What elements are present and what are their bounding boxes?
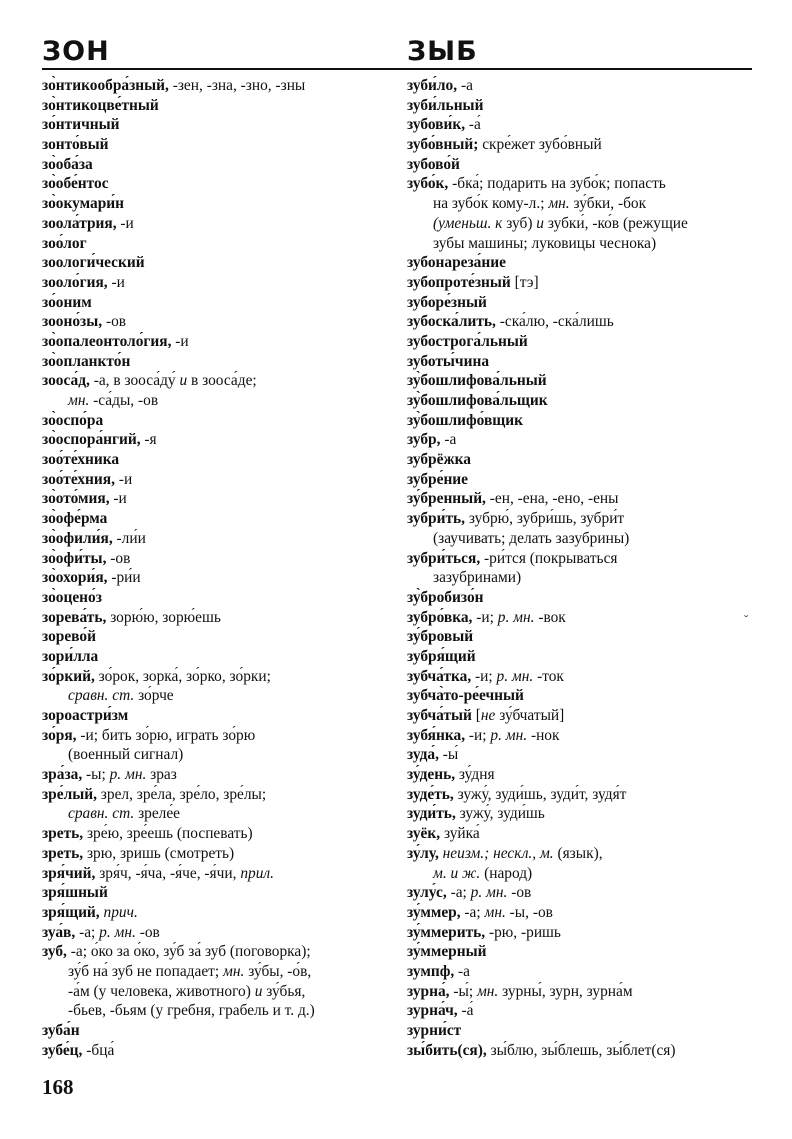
dictionary-entry (407, 608, 752, 628)
headword: зумпф, (407, 962, 455, 980)
dictionary-entry (42, 706, 397, 726)
grammar-label: р. мн. (496, 667, 534, 685)
dictionary-entry (42, 332, 397, 352)
entry-text: в зооса́де; (187, 372, 257, 390)
headword: зуботы́чина (407, 352, 490, 370)
dictionary-entry (407, 96, 752, 116)
entry-continuation (407, 864, 752, 884)
headword: зороастри́зм (42, 707, 129, 724)
headword: зори́лла (42, 647, 99, 665)
header-rule (42, 68, 752, 70)
dictionary-entry (407, 509, 752, 529)
dictionary-entry (42, 293, 397, 313)
headword: зо̀оба́за (42, 155, 93, 173)
entry-text: зо́рче (134, 687, 174, 705)
dictionary-entry (407, 883, 752, 903)
headword: зо́ркий, (42, 667, 95, 685)
dictionary-entry (42, 824, 397, 844)
dictionary-entry (42, 923, 397, 943)
entry-text: зреле́е (134, 805, 181, 823)
entry-text: [тэ] (510, 273, 539, 291)
dictionary-entry (42, 509, 397, 529)
stray-mark: ˬ (744, 602, 749, 617)
headword: зу̀бошлифо́вщик (407, 411, 524, 429)
dictionary-entry (42, 726, 397, 746)
headword: зубя́нка, (407, 726, 466, 744)
entry-text: зу́дня (455, 766, 495, 784)
grammar-label: м. и ж. (433, 864, 481, 882)
page-number: 168 (42, 1075, 74, 1099)
dictionary-entry (42, 785, 397, 805)
headword: зурни́ст (407, 1022, 462, 1039)
entry-text: -а; о́ко за о́ко, зу́б за́ зуб (поговорка); (66, 943, 311, 961)
entry-text: -а, в зооса́ду́ (89, 372, 180, 390)
running-head-right: ЗЫБ (407, 36, 478, 67)
headword: зубря́щий (407, 647, 476, 665)
entry-text: скре́жет зубо́вный (478, 136, 602, 154)
entry-text: зраз (146, 766, 177, 784)
dictionary-entry (407, 115, 752, 135)
entry-text: -и; (472, 608, 498, 626)
entry-text: зря́ч, -я́ча, -я́че, -я́чи, (95, 864, 241, 882)
headword: зоологи́ческий (42, 254, 145, 272)
dictionary-entry (407, 155, 752, 175)
entry-text: [ (471, 707, 481, 724)
dictionary-entry (42, 312, 397, 332)
entry-text: зубы машины; луковицы чеснока) (433, 234, 657, 252)
headword: зооло́гия, (42, 273, 108, 291)
headword: зурна́, (407, 982, 450, 1000)
headword: зо̀оспо́ра (42, 411, 104, 429)
dictionary-entry (42, 489, 397, 509)
headword: зо̀офили́я, (42, 529, 113, 547)
dictionary-entry (42, 470, 397, 490)
dictionary-entry (407, 942, 752, 962)
headword: зреть, (42, 825, 84, 843)
entry-continuation (407, 194, 752, 214)
dictionary-entry (42, 135, 397, 155)
grammar-label: сравн. ст. (68, 805, 135, 823)
headword: зу́бренный, (407, 490, 486, 508)
dictionary-entry (42, 234, 397, 254)
entry-continuation (42, 982, 397, 1002)
entry-text: зу́бчатый] (495, 707, 565, 724)
entry-text: -ов (507, 884, 532, 902)
dictionary-entry (42, 194, 397, 214)
headword: зоо́те́хника (42, 451, 120, 469)
headword: зо̀ото́мия, (42, 490, 110, 508)
entry-text: -и (171, 332, 189, 350)
dictionary-entry (407, 371, 752, 391)
entry-text: -а; (446, 884, 471, 902)
dictionary-entry (407, 332, 752, 352)
dictionary-entry (407, 135, 752, 155)
dictionary-entry (407, 174, 752, 194)
headword: зу́день, (407, 766, 456, 784)
headword: зу́ммерный (407, 943, 487, 961)
headword: зря́щий, (42, 903, 100, 921)
entry-text: -ы́; (449, 982, 477, 1000)
headword: зуб, (42, 943, 67, 961)
headword: зо̀обе́нтос (42, 175, 109, 193)
entry-text: -бка́; подарить на зубо́к; попасть (448, 175, 666, 193)
entry-text: -рю, -ришь (485, 923, 561, 941)
dictionary-entry (42, 253, 397, 273)
entry-text: -бца́ (82, 1041, 115, 1059)
headword: зорева́ть, (42, 608, 107, 626)
entry-text: -ы́ (438, 746, 459, 764)
headword: зо̀оспора́нгий, (42, 431, 141, 449)
entry-text: зужу́, зуди́шь (455, 805, 545, 823)
entry-text: -ов (102, 313, 127, 331)
entry-text: зубки́, -ко́в (режущие (544, 214, 688, 232)
entry-text: -а́ (457, 1002, 474, 1020)
dictionary-entry (407, 450, 752, 470)
headword: зреть, (42, 844, 84, 862)
dictionary-entry (407, 411, 752, 431)
headword: зоо́те́хния, (42, 470, 115, 488)
grammar-label: и (254, 982, 263, 1000)
dictionary-entry (407, 489, 752, 509)
dictionary-entry (42, 883, 397, 903)
headword: зубча̀то-ре́ечный (407, 687, 524, 705)
dictionary-entry (407, 293, 752, 313)
entry-text: -я (140, 431, 157, 449)
entry-continuation (42, 391, 397, 411)
headword: зо̀опланкто́н (42, 352, 131, 370)
headword: зоо́лог (42, 234, 87, 252)
dictionary-entry (407, 1041, 752, 1061)
dictionary-entry (407, 391, 752, 411)
entry-text: -ы, -ов (505, 903, 553, 921)
headword: зубопроте́зный (407, 273, 511, 291)
dictionary-entry (407, 627, 752, 647)
headword: зуби́ло, (407, 77, 458, 94)
dictionary-entry (407, 765, 752, 785)
grammar-label: не (480, 707, 496, 724)
entry-text: (народ) (480, 864, 533, 882)
entry-text: -и; (471, 667, 497, 685)
headword: зо̀офе́рма (42, 510, 108, 528)
dictionary-entry (407, 686, 752, 706)
entry-text: -ов (135, 923, 160, 941)
headword: зы́бить(ся), (407, 1041, 487, 1059)
dictionary-entry (42, 214, 397, 234)
headword: зонто́вый (42, 136, 109, 154)
entry-text: зу́бья, (262, 982, 306, 1000)
dictionary-entry (407, 706, 752, 726)
headword: зуа́в, (42, 923, 76, 941)
headword: зоола́трия, (42, 214, 117, 232)
dictionary-entry (42, 450, 397, 470)
headword: зуборе́зный (407, 293, 487, 311)
grammar-label: (уменьш. к (433, 214, 503, 232)
grammar-label: р. мн. (490, 726, 528, 744)
entry-text: зрю, зришь (смотреть) (83, 844, 235, 862)
entry-text: -а (454, 962, 471, 980)
dictionary-entry (407, 844, 752, 864)
entry-continuation (407, 529, 752, 549)
dictionary-entry (42, 942, 397, 962)
entry-continuation (42, 686, 397, 706)
dictionary-entry (407, 726, 752, 746)
entry-text: -ток (533, 667, 564, 685)
entry-text: -ри́и (107, 569, 141, 587)
headword: зуби́льный (407, 96, 484, 114)
dictionary-entry (42, 647, 397, 667)
dictionary-entry (42, 430, 397, 450)
entry-text: -а́ (465, 116, 481, 134)
dictionary-entry (407, 804, 752, 824)
dictionary-entry (42, 864, 397, 884)
dictionary-entry (407, 312, 752, 332)
dictionary-entry (407, 647, 752, 667)
entry-text: зрел, зре́ла, зре́ло, зре́лы; (96, 785, 267, 803)
headword: зурна́ч, (407, 1002, 458, 1020)
entry-text: зужу́, зуди́шь, зуди́т, зудя́т (453, 785, 627, 803)
dictionary-entry (42, 667, 397, 687)
entry-text: зре́ю, зре́ешь (поспевать) (83, 825, 253, 843)
entry-continuation (407, 234, 752, 254)
headword: зубри́ться, (407, 549, 481, 567)
entry-text: зуйка́ (440, 825, 480, 843)
grammar-label: неизм.; нескл., м. (442, 844, 554, 862)
grammar-label: мн. (68, 392, 90, 409)
grammar-label: мн. (548, 195, 570, 213)
headword: зо̀нтикоцве́тный (42, 96, 159, 114)
headword: зу́лу, (407, 844, 439, 862)
dictionary-entry (407, 253, 752, 273)
grammar-label: р. мн. (470, 884, 508, 902)
dictionary-entry (42, 627, 397, 647)
headword: зо̀окумари́н (42, 195, 124, 213)
entry-text: -а (440, 431, 457, 449)
dictionary-entry (42, 115, 397, 135)
entry-text: -нок (527, 726, 560, 744)
dictionary-entry (407, 824, 752, 844)
grammar-label: мн. (476, 982, 499, 1000)
entry-continuation (42, 745, 397, 765)
grammar-label: и (179, 372, 188, 390)
dictionary-entry (407, 273, 752, 293)
dictionary-entry (42, 844, 397, 864)
headword: зо̀опалеонтоло́гия, (42, 332, 172, 350)
headword: зу́бровый (407, 628, 474, 646)
entry-text: -зен, -зна, -зно, -зны (168, 77, 306, 94)
grammar-label: сравн. ст. (68, 687, 135, 705)
entry-text: -ы; (82, 766, 110, 784)
headword: зо̀охори́я, (42, 569, 108, 587)
dictionary-entry (407, 1001, 752, 1021)
dictionary-entry (42, 96, 397, 116)
entry-text: -а; (75, 923, 100, 941)
grammar-label: прич. (103, 903, 138, 921)
headword: зу̀бробизо́н (407, 588, 484, 606)
entry-text: зу́б на́ зуб не попадает; (68, 962, 224, 980)
headword: зо́ря, (42, 726, 77, 744)
headword: зубча́тка, (407, 667, 472, 685)
dictionary-entry (42, 588, 397, 608)
dictionary-entry (42, 765, 397, 785)
headword: зо́нтичный (42, 116, 120, 134)
headword: зра́за, (42, 766, 83, 784)
dictionary-entry (42, 411, 397, 431)
entry-continuation (42, 804, 397, 824)
headword: зооса́д, (42, 372, 90, 390)
grammar-label: р. мн. (497, 608, 535, 626)
headword: зу́ммерить, (407, 923, 486, 941)
grammar-label: прил. (240, 864, 274, 882)
entry-continuation (42, 1001, 397, 1021)
dictionary-entry (42, 608, 397, 628)
headword: зооно́зы, (42, 313, 103, 331)
entry-text: -ли́и (112, 529, 146, 547)
dictionary-entry (42, 174, 397, 194)
entry-continuation (42, 962, 397, 982)
entry-text: -а (457, 77, 473, 94)
dictionary-entry (407, 352, 752, 372)
entry-continuation (407, 214, 752, 234)
dictionary-entry (42, 155, 397, 175)
dictionary-entry (407, 785, 752, 805)
grammar-label: р. мн. (109, 766, 147, 784)
dictionary-entry (407, 667, 752, 687)
headword: зо̀офи́ты, (42, 549, 107, 567)
entry-text: -и (107, 273, 125, 291)
dictionary-entry (42, 1041, 397, 1061)
dictionary-entry (407, 1021, 752, 1041)
entry-text: (язык), (553, 844, 603, 862)
headword: зу́ммер, (407, 903, 461, 921)
dictionary-entry (407, 962, 752, 982)
headword: зре́лый, (42, 785, 97, 803)
grammar-label: р. мн. (99, 923, 136, 941)
dictionary-entry (407, 76, 752, 96)
headword: зубо́вный; (407, 136, 479, 154)
running-head-left: ЗОН (42, 36, 110, 67)
right-column (407, 76, 752, 1060)
entry-text: -бьев, -бьям (у гребня, грабель и т. д.) (68, 1002, 315, 1020)
dictionary-entry (42, 352, 397, 372)
entry-text: зубрю́, зубри́шь, зубри́т (465, 510, 625, 528)
headword: зубре́ние (407, 470, 469, 488)
headword: зорево́й (42, 628, 96, 646)
dictionary-entry (407, 745, 752, 765)
entry-text: -а; (460, 903, 485, 921)
headword: зу̀бошлифова́льный (407, 372, 547, 390)
headword: зря́шный (42, 884, 108, 902)
headword: зубово́й (407, 155, 460, 173)
dictionary-entry (407, 549, 752, 569)
dictionary-entry (42, 903, 397, 923)
headword: зубрёжка (407, 451, 471, 469)
entry-text: -ов (106, 549, 131, 567)
entry-text: -и; (465, 726, 491, 744)
dictionary-entry (42, 273, 397, 293)
entry-text: (военный сигнал) (68, 746, 184, 764)
dictionary-entry (407, 470, 752, 490)
headword: зря́чий, (42, 864, 96, 882)
headword: зубострога́льный (407, 332, 528, 350)
headword: зубоска́лить, (407, 313, 496, 331)
dictionary-entry (42, 568, 397, 588)
entry-text: -ен, -ена, -ено, -ены (485, 490, 619, 508)
entry-text: зу́бы, -о́в, (244, 962, 312, 980)
entry-text: -а́м (у человека, животного) (68, 982, 255, 1000)
entry-text: на зубо́к кому-л.; (433, 195, 549, 213)
entry-text: зорю́ю, зорю́ешь (106, 608, 221, 626)
headword: зуда́, (407, 746, 439, 764)
dictionary-entry (42, 549, 397, 569)
dictionary-entry (42, 76, 397, 96)
entry-text: зы́блю, зы́блешь, зы́блет(ся) (486, 1041, 676, 1059)
entry-text: -и (109, 490, 127, 508)
headword: зубро́вка, (407, 608, 473, 626)
grammar-label: мн. (484, 903, 506, 921)
grammar-label: и (536, 214, 544, 232)
headword: зулу́с, (407, 884, 447, 902)
entry-text: зо́рок, зорка́, зо́рко, зо́рки; (94, 667, 271, 685)
headword: зубр, (407, 431, 441, 449)
entry-text: -и (116, 214, 134, 232)
entry-text: -и (114, 470, 133, 488)
dictionary-entry (407, 903, 752, 923)
entry-text: (заучивать; делать зазубрины) (433, 529, 630, 547)
dictionary-entry (407, 982, 752, 1002)
headword: зубонареза́ние (407, 254, 506, 272)
entry-text: -и; бить зо́рю, играть зо́рю (76, 726, 256, 744)
headword: зуди́ть, (407, 805, 456, 823)
headword: зубови́к, (407, 116, 466, 134)
entry-continuation (407, 568, 752, 588)
entry-text: зу́бки, -бок (569, 195, 647, 213)
entry-text: зазубринами) (433, 569, 522, 587)
headword: зуде́ть, (407, 785, 454, 803)
headword: зо́оним (42, 293, 92, 311)
dictionary-entry (42, 1021, 397, 1041)
headword: зубча́тый (407, 707, 472, 724)
headword: зо̀нтикообра́зный, (42, 77, 169, 94)
dictionary-entry (42, 529, 397, 549)
dictionary-entry (407, 923, 752, 943)
dictionary-entry (42, 371, 397, 391)
entry-text: зуб) (502, 214, 537, 232)
entry-text: -ска́лю, -ска́лишь (495, 313, 614, 331)
headword: зубе́ц, (42, 1041, 83, 1059)
entry-text: -ри́тся (покрываться (480, 549, 618, 567)
headword: зуба́н (42, 1022, 80, 1039)
entry-text: -вок (534, 608, 566, 626)
headword: зуёк, (407, 825, 441, 843)
entry-text: -са́ды, -ов (89, 392, 159, 409)
left-column (42, 76, 397, 1060)
entry-text: зурны́, зурн, зурна́м (498, 982, 633, 1000)
headword: зу̀бошлифова́льщик (407, 392, 548, 409)
headword: зубри́ть, (407, 510, 466, 528)
grammar-label: мн. (223, 962, 245, 980)
headword: зо̀оцено́з (42, 588, 102, 606)
dictionary-entry (407, 588, 752, 608)
dictionary-entry (407, 430, 752, 450)
headword: зубо́к, (407, 175, 449, 193)
